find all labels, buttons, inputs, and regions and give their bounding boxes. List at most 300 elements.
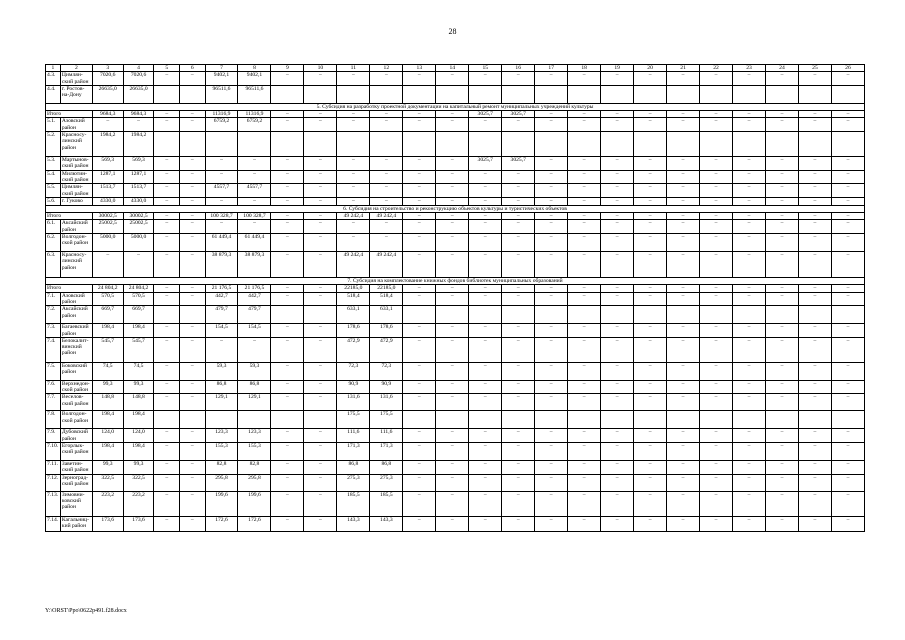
column-number: 23 bbox=[733, 65, 766, 72]
value-cell: 49 242,4 bbox=[337, 252, 370, 278]
value-cell: – bbox=[667, 337, 700, 362]
value-cell: – bbox=[304, 429, 337, 443]
total-value: – bbox=[700, 111, 733, 118]
value-cell: – bbox=[271, 516, 304, 531]
value-cell: – bbox=[370, 220, 403, 234]
value-cell: – bbox=[667, 516, 700, 531]
value-cell: – bbox=[667, 170, 700, 184]
total-value: – bbox=[798, 213, 831, 220]
value-cell: 1513,7 bbox=[92, 184, 123, 198]
value-cell bbox=[667, 306, 700, 324]
value-cell: – bbox=[601, 157, 634, 171]
value-cell: – bbox=[765, 362, 798, 380]
value-cell: – bbox=[765, 184, 798, 198]
value-cell: – bbox=[798, 491, 831, 516]
value-cell: – bbox=[667, 234, 700, 252]
value-cell: 99,3 bbox=[123, 380, 154, 394]
table-row bbox=[46, 118, 865, 132]
value-cell: 1287,1 bbox=[92, 170, 123, 184]
value-cell: – bbox=[337, 220, 370, 234]
value-cell: – bbox=[700, 72, 733, 86]
total-row bbox=[46, 285, 865, 292]
column-number: 22 bbox=[700, 65, 733, 72]
total-value: – bbox=[271, 213, 304, 220]
value-cell: – bbox=[370, 72, 403, 86]
value-cell: – bbox=[304, 234, 337, 252]
value-cell: – bbox=[601, 461, 634, 475]
subsidy-table bbox=[45, 64, 865, 532]
value-cell: 570,5 bbox=[123, 292, 154, 306]
value-cell: – bbox=[502, 461, 535, 475]
value-cell: 4330,0 bbox=[123, 197, 154, 205]
total-value: 49 242,4 bbox=[370, 213, 403, 220]
value-cell bbox=[436, 306, 469, 324]
value-cell: – bbox=[733, 324, 766, 338]
value-cell: 518,4 bbox=[370, 292, 403, 306]
value-cell: 155,3 bbox=[238, 443, 271, 461]
column-number: 10 bbox=[304, 65, 337, 72]
value-cell: 38 879,3 bbox=[205, 252, 238, 278]
value-cell: – bbox=[271, 443, 304, 461]
value-cell: – bbox=[765, 429, 798, 443]
value-cell: – bbox=[436, 184, 469, 198]
value-cell bbox=[733, 132, 766, 157]
value-cell bbox=[634, 306, 667, 324]
value-cell: – bbox=[798, 474, 831, 491]
district-name: Милютин-ский район bbox=[60, 170, 92, 184]
table-row bbox=[46, 411, 865, 429]
value-cell: 3025,7 bbox=[502, 157, 535, 171]
value-cell: – bbox=[733, 252, 766, 278]
value-cell: – bbox=[154, 118, 180, 132]
value-cell bbox=[502, 85, 535, 103]
page-number: 28 bbox=[448, 27, 457, 36]
value-cell: – bbox=[700, 292, 733, 306]
total-value: – bbox=[733, 111, 766, 118]
value-cell: 86,8 bbox=[238, 380, 271, 394]
value-cell: – bbox=[831, 362, 864, 380]
district-name: Азовский район bbox=[60, 292, 92, 306]
value-cell: – bbox=[123, 252, 154, 278]
table-row bbox=[46, 252, 865, 278]
value-cell: – bbox=[271, 118, 304, 132]
value-cell: 172,6 bbox=[205, 516, 238, 531]
value-cell: 90,9 bbox=[370, 380, 403, 394]
value-cell: – bbox=[667, 394, 700, 411]
value-cell: – bbox=[337, 197, 370, 205]
value-cell bbox=[700, 306, 733, 324]
value-cell: 322,5 bbox=[92, 474, 123, 491]
value-cell: – bbox=[205, 220, 238, 234]
value-cell: – bbox=[304, 380, 337, 394]
value-cell: 518,4 bbox=[337, 292, 370, 306]
table-row bbox=[46, 184, 865, 198]
value-cell: 86,8 bbox=[337, 461, 370, 475]
value-cell: 61 449,4 bbox=[238, 234, 271, 252]
district-name: Егорлык-ский район bbox=[60, 443, 92, 461]
value-cell: – bbox=[634, 362, 667, 380]
value-cell bbox=[798, 411, 831, 429]
value-cell: – bbox=[304, 197, 337, 205]
value-cell: – bbox=[601, 234, 634, 252]
value-cell: – bbox=[831, 72, 864, 86]
value-cell bbox=[765, 85, 798, 103]
value-cell: – bbox=[798, 324, 831, 338]
value-cell: 38 879,3 bbox=[238, 252, 271, 278]
value-cell: – bbox=[568, 443, 601, 461]
value-cell: 59,3 bbox=[205, 362, 238, 380]
value-cell: 90,9 bbox=[337, 380, 370, 394]
value-cell: 479,7 bbox=[238, 306, 271, 324]
value-cell: – bbox=[205, 157, 238, 171]
total-label: Итого bbox=[46, 111, 93, 118]
value-cell: – bbox=[568, 461, 601, 475]
row-number: 4.3. bbox=[46, 72, 61, 86]
row-number: 7.5. bbox=[46, 362, 61, 380]
value-cell: 6759,2 bbox=[205, 118, 238, 132]
value-cell: – bbox=[765, 252, 798, 278]
value-cell bbox=[667, 411, 700, 429]
value-cell: – bbox=[469, 234, 502, 252]
value-cell: – bbox=[154, 362, 180, 380]
value-cell: – bbox=[436, 443, 469, 461]
value-cell: – bbox=[568, 234, 601, 252]
value-cell: – bbox=[667, 157, 700, 171]
value-cell: – bbox=[535, 252, 568, 278]
value-cell: – bbox=[568, 197, 601, 205]
value-cell: – bbox=[765, 337, 798, 362]
table-row bbox=[46, 443, 865, 461]
value-cell: – bbox=[535, 461, 568, 475]
total-value: – bbox=[304, 285, 337, 292]
column-number: 8 bbox=[238, 65, 271, 72]
total-value: – bbox=[403, 111, 436, 118]
value-cell: – bbox=[238, 170, 271, 184]
total-row bbox=[46, 111, 865, 118]
section-heading-row bbox=[46, 103, 865, 110]
value-cell: – bbox=[403, 220, 436, 234]
value-cell: – bbox=[271, 380, 304, 394]
district-name: Красносу-линский район bbox=[60, 252, 92, 278]
value-cell: – bbox=[568, 252, 601, 278]
total-value: – bbox=[304, 111, 337, 118]
value-cell: – bbox=[568, 157, 601, 171]
value-cell: – bbox=[469, 324, 502, 338]
value-cell: – bbox=[568, 394, 601, 411]
total-value: – bbox=[154, 285, 180, 292]
value-cell: – bbox=[831, 491, 864, 516]
value-cell: – bbox=[667, 474, 700, 491]
value-cell: – bbox=[634, 443, 667, 461]
value-cell: – bbox=[502, 394, 535, 411]
value-cell: – bbox=[436, 516, 469, 531]
value-cell: – bbox=[271, 324, 304, 338]
value-cell: – bbox=[831, 197, 864, 205]
value-cell: 129,1 bbox=[205, 394, 238, 411]
value-cell: 545,7 bbox=[92, 337, 123, 362]
value-cell bbox=[601, 411, 634, 429]
value-cell: – bbox=[535, 292, 568, 306]
row-number: 5.6. bbox=[46, 197, 61, 205]
total-label: Итого bbox=[46, 213, 93, 220]
value-cell: – bbox=[634, 491, 667, 516]
value-cell: – bbox=[304, 443, 337, 461]
value-cell: – bbox=[700, 252, 733, 278]
value-cell: – bbox=[337, 184, 370, 198]
value-cell: 72,3 bbox=[370, 362, 403, 380]
value-cell: 185,5 bbox=[337, 491, 370, 516]
column-number: 18 bbox=[568, 65, 601, 72]
value-cell: – bbox=[535, 220, 568, 234]
value-cell: – bbox=[700, 394, 733, 411]
total-value: – bbox=[634, 111, 667, 118]
value-cell: – bbox=[634, 394, 667, 411]
value-cell: – bbox=[469, 394, 502, 411]
column-number-row bbox=[46, 65, 865, 72]
column-number: 2 bbox=[60, 65, 92, 72]
value-cell: – bbox=[535, 197, 568, 205]
value-cell: – bbox=[634, 380, 667, 394]
value-cell: – bbox=[700, 324, 733, 338]
value-cell: – bbox=[180, 394, 206, 411]
section-heading: 5. Субсидия на разработку проектной документации на капитальный ремонт муниципальных учреждений культуры bbox=[46, 103, 865, 110]
value-cell: – bbox=[154, 380, 180, 394]
value-cell: – bbox=[403, 429, 436, 443]
value-cell: – bbox=[154, 324, 180, 338]
value-cell: – bbox=[733, 337, 766, 362]
value-cell: – bbox=[154, 516, 180, 531]
value-cell: – bbox=[502, 474, 535, 491]
value-cell: – bbox=[733, 184, 766, 198]
value-cell: – bbox=[667, 72, 700, 86]
district-name: Волгодон-ской район bbox=[60, 234, 92, 252]
value-cell: – bbox=[634, 157, 667, 171]
value-cell: – bbox=[304, 516, 337, 531]
total-value: 30002,5 bbox=[123, 213, 154, 220]
total-value: 3025,7 bbox=[502, 111, 535, 118]
value-cell: – bbox=[733, 362, 766, 380]
value-cell bbox=[700, 132, 733, 157]
value-cell: – bbox=[798, 394, 831, 411]
value-cell: – bbox=[403, 72, 436, 86]
value-cell: 9402,1 bbox=[205, 72, 238, 86]
value-cell: – bbox=[304, 157, 337, 171]
value-cell: 171,3 bbox=[370, 443, 403, 461]
total-value: 11316,9 bbox=[205, 111, 238, 118]
value-cell: – bbox=[667, 362, 700, 380]
value-cell bbox=[502, 411, 535, 429]
value-cell: – bbox=[502, 118, 535, 132]
value-cell: – bbox=[700, 157, 733, 171]
total-value: – bbox=[403, 285, 436, 292]
value-cell: – bbox=[154, 170, 180, 184]
value-cell bbox=[469, 132, 502, 157]
value-cell: – bbox=[403, 516, 436, 531]
value-cell: 124,0 bbox=[92, 429, 123, 443]
value-cell: – bbox=[535, 118, 568, 132]
value-cell: – bbox=[765, 443, 798, 461]
value-cell bbox=[180, 132, 206, 157]
value-cell bbox=[700, 85, 733, 103]
value-cell bbox=[831, 132, 864, 157]
value-cell: 82,8 bbox=[205, 461, 238, 475]
value-cell: – bbox=[535, 491, 568, 516]
row-number: 5.4. bbox=[46, 170, 61, 184]
value-cell: 143,3 bbox=[370, 516, 403, 531]
value-cell: – bbox=[765, 324, 798, 338]
value-cell: – bbox=[634, 170, 667, 184]
value-cell: – bbox=[568, 184, 601, 198]
value-cell: – bbox=[238, 197, 271, 205]
value-cell: – bbox=[304, 170, 337, 184]
value-cell bbox=[831, 411, 864, 429]
value-cell: 442,7 bbox=[205, 292, 238, 306]
value-cell: – bbox=[304, 461, 337, 475]
value-cell: – bbox=[601, 337, 634, 362]
column-number: 16 bbox=[502, 65, 535, 72]
value-cell: – bbox=[700, 443, 733, 461]
table-row bbox=[46, 306, 865, 324]
value-cell: – bbox=[180, 184, 206, 198]
value-cell: – bbox=[765, 474, 798, 491]
value-cell: – bbox=[502, 362, 535, 380]
column-number: 15 bbox=[469, 65, 502, 72]
value-cell: 6759,2 bbox=[238, 118, 271, 132]
value-cell bbox=[180, 85, 206, 103]
total-value: – bbox=[337, 111, 370, 118]
value-cell: – bbox=[601, 491, 634, 516]
value-cell: – bbox=[798, 380, 831, 394]
value-cell: – bbox=[469, 474, 502, 491]
value-cell: – bbox=[304, 252, 337, 278]
value-cell: – bbox=[502, 197, 535, 205]
district-name: Белокалит-винский район bbox=[60, 337, 92, 362]
column-number: 24 bbox=[765, 65, 798, 72]
value-cell: – bbox=[831, 337, 864, 362]
value-cell bbox=[403, 306, 436, 324]
value-cell bbox=[601, 132, 634, 157]
value-cell: – bbox=[154, 157, 180, 171]
value-cell bbox=[271, 411, 304, 429]
value-cell: – bbox=[831, 184, 864, 198]
value-cell: 131,6 bbox=[337, 394, 370, 411]
value-cell: – bbox=[798, 337, 831, 362]
value-cell bbox=[733, 85, 766, 103]
table-row bbox=[46, 197, 865, 205]
total-value: – bbox=[700, 213, 733, 220]
total-row bbox=[46, 213, 865, 220]
value-cell: 198,4 bbox=[123, 324, 154, 338]
value-cell: 472,9 bbox=[337, 337, 370, 362]
value-cell: – bbox=[304, 324, 337, 338]
value-cell bbox=[403, 132, 436, 157]
value-cell: – bbox=[634, 474, 667, 491]
value-cell: – bbox=[436, 252, 469, 278]
total-value: – bbox=[831, 285, 864, 292]
value-cell bbox=[205, 411, 238, 429]
value-cell: – bbox=[180, 443, 206, 461]
value-cell: 111,6 bbox=[337, 429, 370, 443]
value-cell: – bbox=[502, 184, 535, 198]
value-cell: – bbox=[831, 461, 864, 475]
value-cell bbox=[205, 132, 238, 157]
row-number: 7.8. bbox=[46, 411, 61, 429]
value-cell bbox=[831, 85, 864, 103]
value-cell bbox=[535, 306, 568, 324]
district-name: Волгодон-ской район bbox=[60, 411, 92, 429]
value-cell: – bbox=[403, 157, 436, 171]
value-cell: 5000,0 bbox=[92, 234, 123, 252]
value-cell: – bbox=[733, 394, 766, 411]
total-value: – bbox=[370, 111, 403, 118]
value-cell: 4557,7 bbox=[205, 184, 238, 198]
value-cell: – bbox=[765, 170, 798, 184]
value-cell: – bbox=[535, 324, 568, 338]
value-cell: 570,5 bbox=[92, 292, 123, 306]
value-cell: – bbox=[304, 394, 337, 411]
value-cell: – bbox=[601, 474, 634, 491]
value-cell: – bbox=[154, 252, 180, 278]
row-number: 7.3. bbox=[46, 324, 61, 338]
value-cell bbox=[634, 411, 667, 429]
value-cell: – bbox=[403, 394, 436, 411]
value-cell: – bbox=[667, 324, 700, 338]
value-cell bbox=[370, 132, 403, 157]
value-cell: 1984,2 bbox=[123, 132, 154, 157]
value-cell: – bbox=[180, 337, 206, 362]
value-cell bbox=[831, 306, 864, 324]
total-value: – bbox=[733, 285, 766, 292]
value-cell: – bbox=[271, 157, 304, 171]
value-cell: – bbox=[667, 220, 700, 234]
value-cell: 178,6 bbox=[370, 324, 403, 338]
value-cell: – bbox=[337, 72, 370, 86]
total-value: – bbox=[180, 213, 206, 220]
value-cell bbox=[798, 306, 831, 324]
value-cell: – bbox=[180, 461, 206, 475]
value-cell bbox=[634, 132, 667, 157]
row-number: 6.3. bbox=[46, 252, 61, 278]
district-name: г. Гуково bbox=[60, 197, 92, 205]
column-number: 12 bbox=[370, 65, 403, 72]
section-heading: 6. Субсидия на строительство и реконструкцию объектов культуры и туристических объектов bbox=[46, 205, 865, 212]
value-cell bbox=[337, 85, 370, 103]
value-cell: – bbox=[180, 380, 206, 394]
value-cell: – bbox=[403, 337, 436, 362]
value-cell: – bbox=[403, 461, 436, 475]
value-cell: – bbox=[831, 474, 864, 491]
district-name: г. Ростов-на-Дону bbox=[60, 85, 92, 103]
value-cell bbox=[180, 411, 206, 429]
row-number: 7.6. bbox=[46, 380, 61, 394]
district-name: Зимовни-ковский район bbox=[60, 491, 92, 516]
value-cell: – bbox=[733, 429, 766, 443]
value-cell: – bbox=[733, 491, 766, 516]
value-cell bbox=[180, 306, 206, 324]
table-row bbox=[46, 292, 865, 306]
value-cell: 295,8 bbox=[238, 474, 271, 491]
total-value: 9684,3 bbox=[92, 111, 123, 118]
value-cell: 198,4 bbox=[123, 411, 154, 429]
value-cell: – bbox=[502, 234, 535, 252]
value-cell: 198,4 bbox=[92, 411, 123, 429]
value-cell: 99,3 bbox=[92, 380, 123, 394]
value-cell: – bbox=[154, 394, 180, 411]
table-row bbox=[46, 337, 865, 362]
value-cell: – bbox=[733, 443, 766, 461]
column-number: 26 bbox=[831, 65, 864, 72]
value-cell: – bbox=[205, 170, 238, 184]
